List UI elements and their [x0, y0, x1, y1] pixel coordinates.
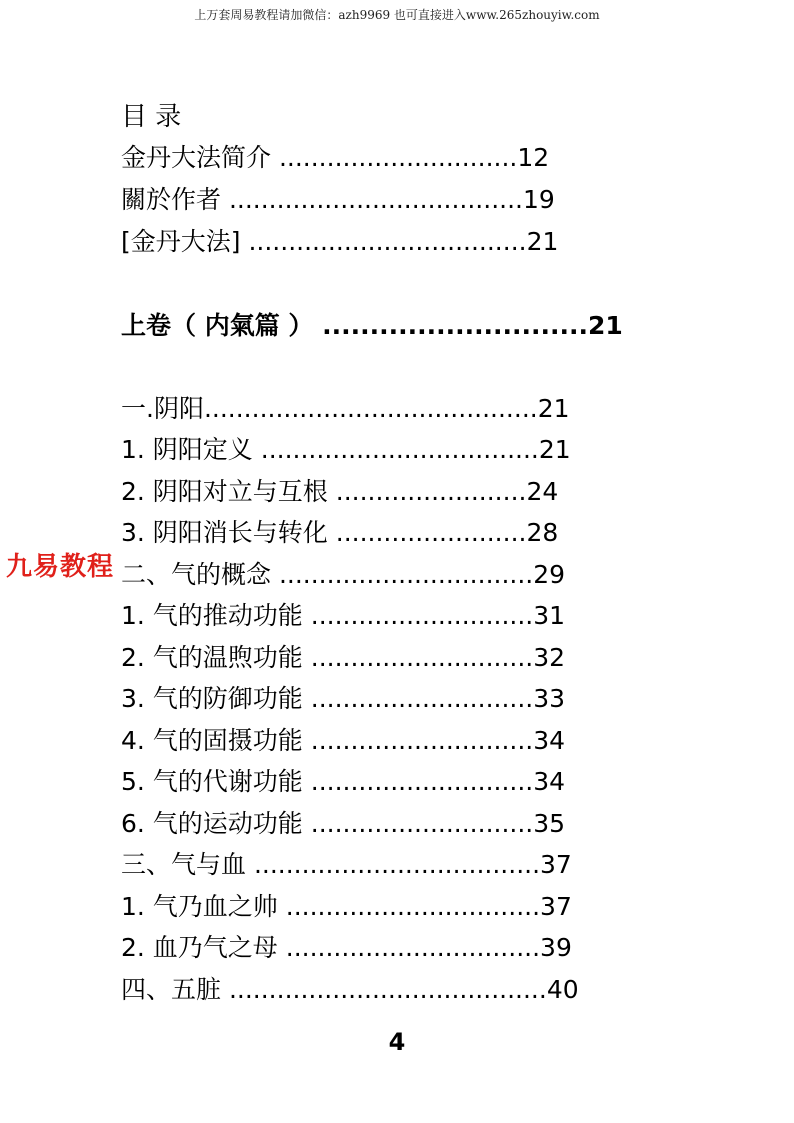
page-number: 4 [388, 1028, 406, 1056]
page-header-text: 上万套周易教程请加微信：azh9969 也可直接进入www.265zhouyiw.com [194, 8, 600, 22]
toc-entry-qi-and-blood: 三、气与血 ....................................37 [121, 850, 572, 879]
toc-entry-qi-concept: 二、气的概念 ................................29 [121, 560, 566, 589]
toc-entry-five-organs: 四、五脏 ........................................40 [121, 975, 579, 1004]
toc-entry-yinyang-transformation: 3. 阴阳消长与转化 ........................28 [121, 518, 559, 547]
toc-entry-about-author: 關於作者 .....................................19 [121, 185, 555, 214]
toc-entry-yinyang: 一.阴阳..........................................21 [121, 394, 570, 423]
watermark-logo-text: 九易教程 [6, 552, 115, 582]
toc-entry-qi-defense: 3. 气的防御功能 ............................33 [121, 684, 566, 713]
toc-entry-volume-one: 上卷（ 内氣篇 ） ............................21 [121, 311, 623, 340]
toc-entry-jindan-intro: 金丹大法简介 ..............................12 [121, 143, 550, 172]
toc-entry-blood-mother-of-qi: 2. 血乃气之母 ................................39 [121, 933, 572, 962]
toc-title: 目 录 [121, 102, 182, 132]
toc-entry-qi-movement: 6. 气的运动功能 ............................35 [121, 809, 566, 838]
toc-entry-qi-propulsion: 1. 气的推动功能 ............................31 [121, 601, 566, 630]
toc-entry-qi-consolidation: 4. 气的固摄功能 ............................34 [121, 726, 566, 755]
toc-entry-qi-warming: 2. 气的温煦功能 ............................32 [121, 643, 566, 672]
toc-entry-yinyang-definition: 1. 阴阳定义 ...................................21 [121, 435, 571, 464]
toc-entry-qi-commands-blood: 1. 气乃血之帅 ................................37 [121, 892, 572, 921]
toc-entry-qi-metabolism: 5. 气的代谢功能 ............................34 [121, 767, 566, 796]
toc-entry-yinyang-opposition: 2. 阴阳对立与互根 ........................24 [121, 477, 559, 506]
toc-entry-jindan-dafa: [金丹大法] ...................................21 [121, 227, 559, 256]
